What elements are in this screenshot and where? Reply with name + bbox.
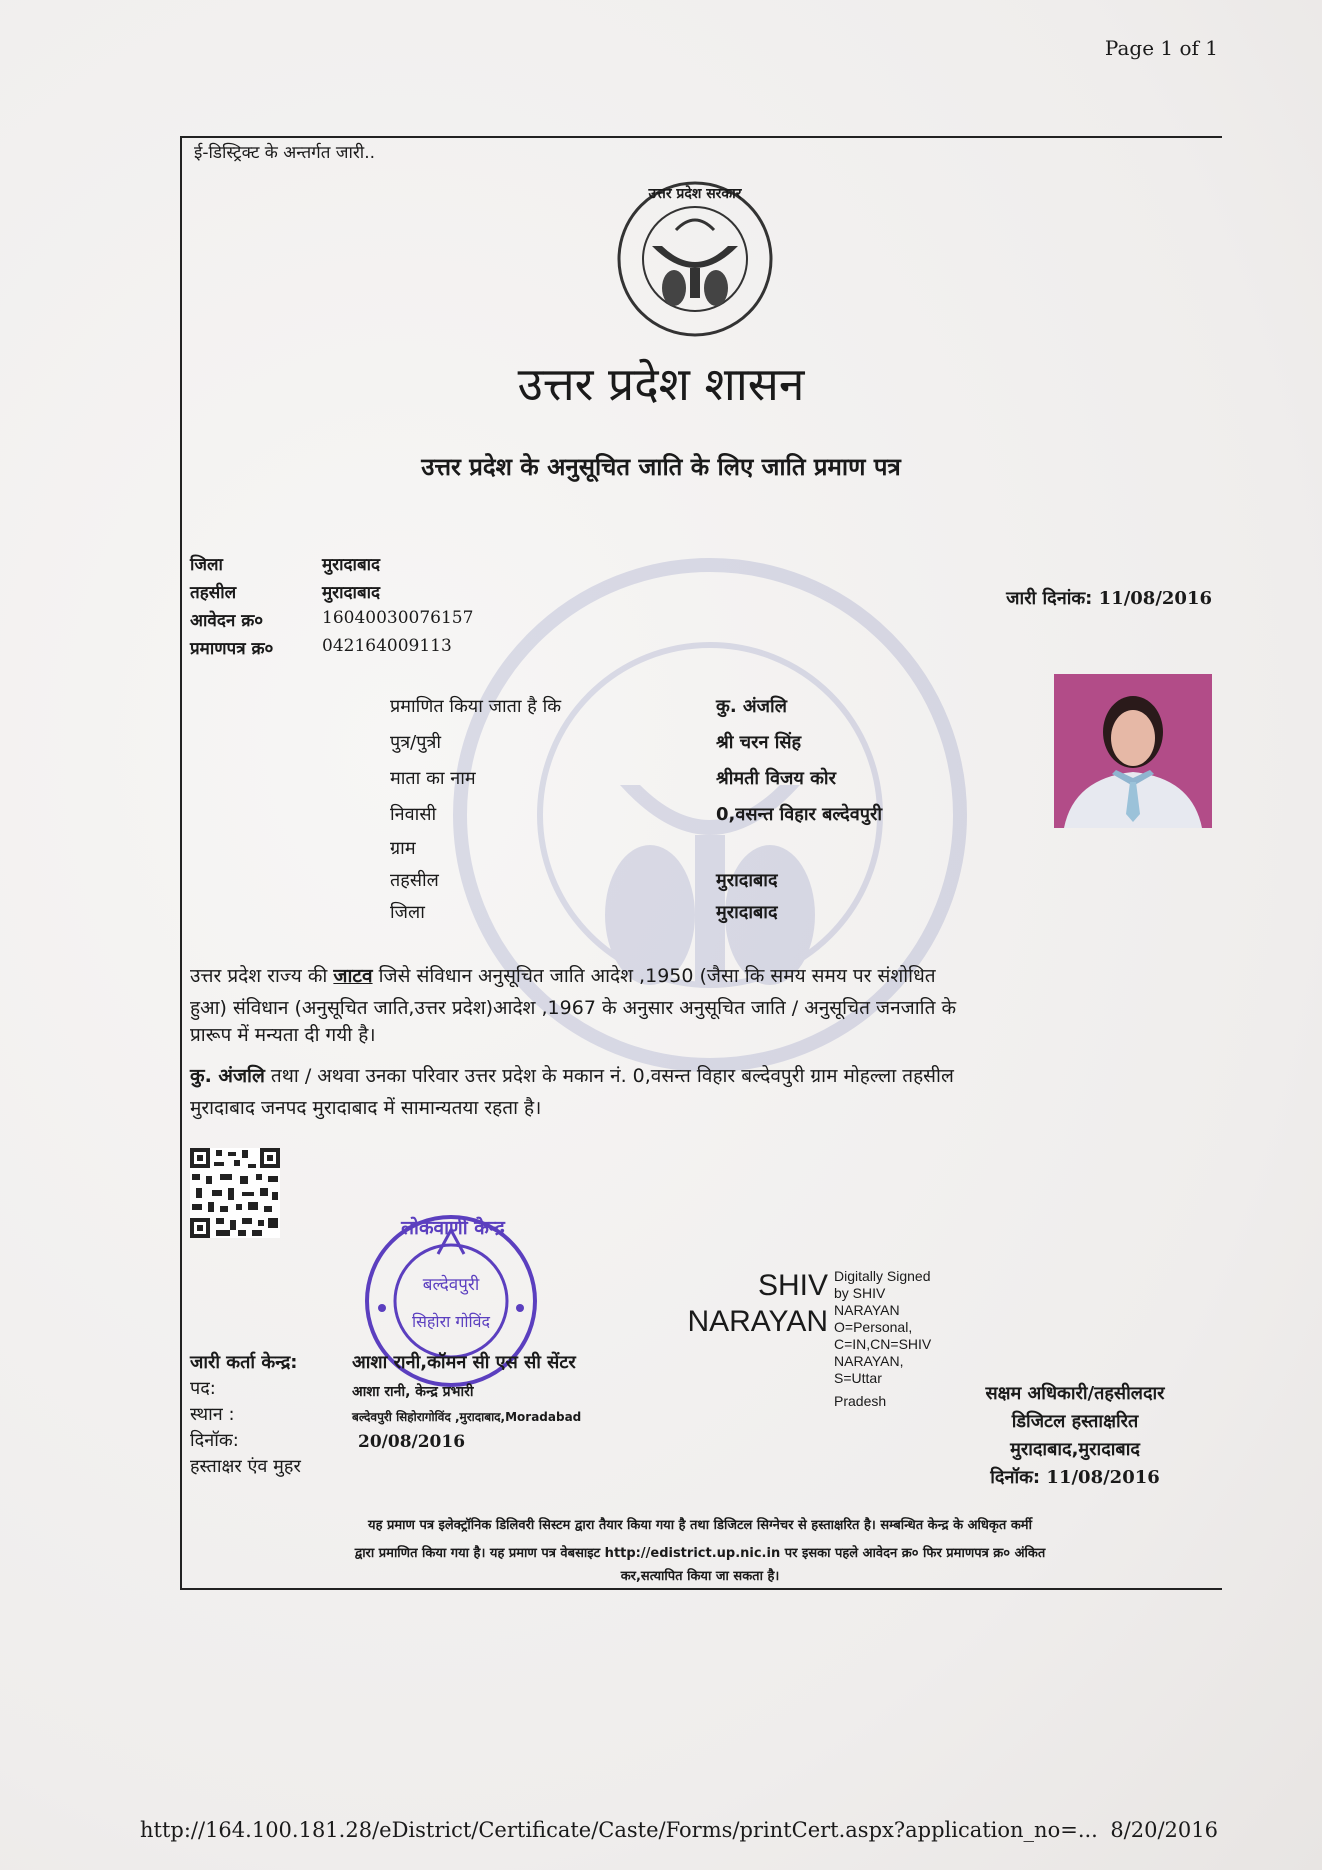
paragraph-text: तथा / अथवा उनका परिवार उत्तर प्रदेश के मकान नं. 0,वसन्त विहार बल्देवपुरी ग्राम मोहल्ला तहसील xyxy=(264,1065,954,1087)
issuing-center-label: जारी कर्ता केन्द्र: xyxy=(190,1352,298,1373)
government-title: उत्तर प्रदेश शासन xyxy=(517,357,805,411)
caste-paragraph xyxy=(190,960,1195,1046)
date-label: दिनॉक: xyxy=(190,1430,239,1451)
digital-signature-details xyxy=(834,1268,931,1410)
notice-line: कर,सत्यापित किया जा सकता है। xyxy=(620,1569,780,1584)
notice-line: द्वारा प्रमाणित किया गया है। यह प्रमाण पत्र वेबसाइट http://edistrict.up.nic.in पर इसका पहले आवेदन क्र० फिर प्रमाणपत्र क्र० अंकित xyxy=(354,1546,1046,1561)
stamp-top-text: लोकवाणी केन्द्र xyxy=(401,1217,505,1239)
tehsil-value: मुरादाबाद xyxy=(322,583,381,603)
application-label: आवेदन क्र० xyxy=(190,611,264,631)
field-value: मुरादाबाद xyxy=(716,870,778,891)
date-value: 20/08/2016 xyxy=(358,1432,466,1452)
issue-date-value: 11/08/2016 xyxy=(1098,588,1212,609)
stamp-lower-text: सिहोरा गोविंद xyxy=(411,1312,491,1331)
signature-detail-line: O=Personal, xyxy=(834,1319,913,1335)
print-date: 8/20/2016 xyxy=(1110,1818,1218,1842)
authority-date-value: 11/08/2016 xyxy=(1046,1467,1160,1488)
field-label: निवासी xyxy=(390,804,437,825)
applicant-name: कु. अंजलि xyxy=(190,1065,265,1087)
signature-detail-line: C=IN,CN=SHIV xyxy=(834,1336,932,1352)
field-label: तहसील xyxy=(390,870,439,891)
issuing-center-value: आशा रानी,कॉमन सी एस सी सेंटर xyxy=(352,1352,576,1373)
authority-date-label: दिनॉक: xyxy=(990,1467,1041,1488)
application-value: 16040030076157 xyxy=(322,608,474,628)
post-value: आशा रानी, केन्द्र प्रभारी xyxy=(352,1384,474,1400)
paragraph-text: जिसे संविधान अनुसूचित जाति आदेश ,1950 (जैसा कि समय समय पर संशोधित xyxy=(372,965,936,987)
field-label: जिला xyxy=(390,902,425,923)
certificate-number-value: 042164009113 xyxy=(322,636,452,656)
field-label: पुत्र/पुत्री xyxy=(390,732,442,753)
stamp-middle-text: बल्देवपुरी xyxy=(422,1275,480,1295)
field-value: मुरादाबाद xyxy=(716,902,778,923)
field-label: माता का नाम xyxy=(390,768,476,789)
residence-paragraph xyxy=(190,1060,1195,1124)
paragraph-text: हुआ) संविधान (अनुसूचित जाति,उत्तर प्रदेश)आदेश ,1967 के अनुसार अनुसूचित जाति / अनुसूचित जनजाति के xyxy=(190,997,957,1019)
district-value: मुरादाबाद xyxy=(322,555,381,575)
signature-name-line: SHIV xyxy=(758,1269,829,1302)
paragraph-text: मुरादाबाद जनपद मुरादाबाद में सामान्यतया रहता है। xyxy=(190,1097,542,1119)
verification-notice xyxy=(190,1512,1210,1586)
applicant-photo xyxy=(1054,674,1212,828)
tehsil-label: तहसील xyxy=(190,583,237,603)
field-value: श्रीमती विजय कोर xyxy=(716,768,836,789)
signature-detail-line: NARAYAN xyxy=(834,1302,900,1318)
authority-title: सक्षम अधिकारी/तहसीलदार xyxy=(985,1383,1165,1404)
up-government-emblem-icon xyxy=(616,180,774,338)
sign-seal-label: हस्ताक्षर एंव मुहर xyxy=(190,1456,301,1477)
person-photo-icon xyxy=(1054,674,1212,828)
print-url: http://164.100.181.28/eDistrict/Certificate/Caste/Forms/printCert.aspx?application_no=... xyxy=(140,1818,1098,1842)
field-label: ग्राम xyxy=(390,838,416,859)
paragraph-text: प्रारूप में मन्यता दी गयी है। xyxy=(190,1024,376,1046)
authority-signed: डिजिटल हस्ताक्षरित xyxy=(1011,1411,1139,1432)
signature-detail-line: NARAYAN, xyxy=(834,1353,904,1369)
field-value: 0,वसन्त विहार बल्देवपुरी xyxy=(716,804,882,825)
certificate-title: उत्तर प्रदेश के अनुसूचित जाति के लिए जाति प्रमाण पत्र xyxy=(421,453,901,481)
signature-detail-line: S=Uttar xyxy=(834,1370,882,1386)
authority-location: मुरादाबाद,मुरादाबाद xyxy=(1010,1439,1140,1460)
signature-detail-line: Digitally Signed xyxy=(834,1268,931,1284)
page-number: Page 1 of 1 xyxy=(1104,36,1218,60)
issued-under-text: ई-डिस्ट्रिक्ट के अन्तर्गत जारी.. xyxy=(194,143,376,163)
competent-authority xyxy=(940,1380,1210,1492)
signature-detail-line: Pradesh xyxy=(834,1393,887,1409)
post-label: पद: xyxy=(190,1378,216,1399)
place-label: स्थान : xyxy=(190,1404,235,1425)
qr-code-icon xyxy=(190,1148,280,1238)
issue-date-label: जारी दिनांक: xyxy=(1006,588,1093,609)
paragraph-text: उत्तर प्रदेश राज्य की xyxy=(190,965,334,987)
digital-signature-name xyxy=(658,1268,828,1340)
district-label: जिला xyxy=(190,555,223,575)
issue-date xyxy=(1006,586,1212,610)
field-value: श्री चरन सिंह xyxy=(716,732,802,753)
notice-line: यह प्रमाण पत्र इलेक्ट्रॉनिक डिलिवरी सिस्टम द्वारा तैयार किया गया है तथा डिजिटल सिग्नेचर से हस्ताक्षरित है। सम्बन्धित केन्द्र के अधिकृत कर्मी xyxy=(368,1518,1032,1533)
place-value: बल्देवपुरी सिहोरागोविंद ,मुरादाबाद,Moradabad xyxy=(352,1410,582,1424)
field-label: प्रमाणित किया जाता है कि xyxy=(390,696,562,717)
caste-name: जाटव xyxy=(333,965,373,987)
signature-name-line: NARAYAN xyxy=(687,1305,829,1338)
field-value: कु. अंजलि xyxy=(716,696,787,717)
certificate-number-label: प्रमाणपत्र क्र० xyxy=(190,639,274,659)
signature-detail-line: by SHIV xyxy=(834,1285,886,1301)
emblem-text: उत्तर प्रदेश सरकार xyxy=(648,186,742,202)
